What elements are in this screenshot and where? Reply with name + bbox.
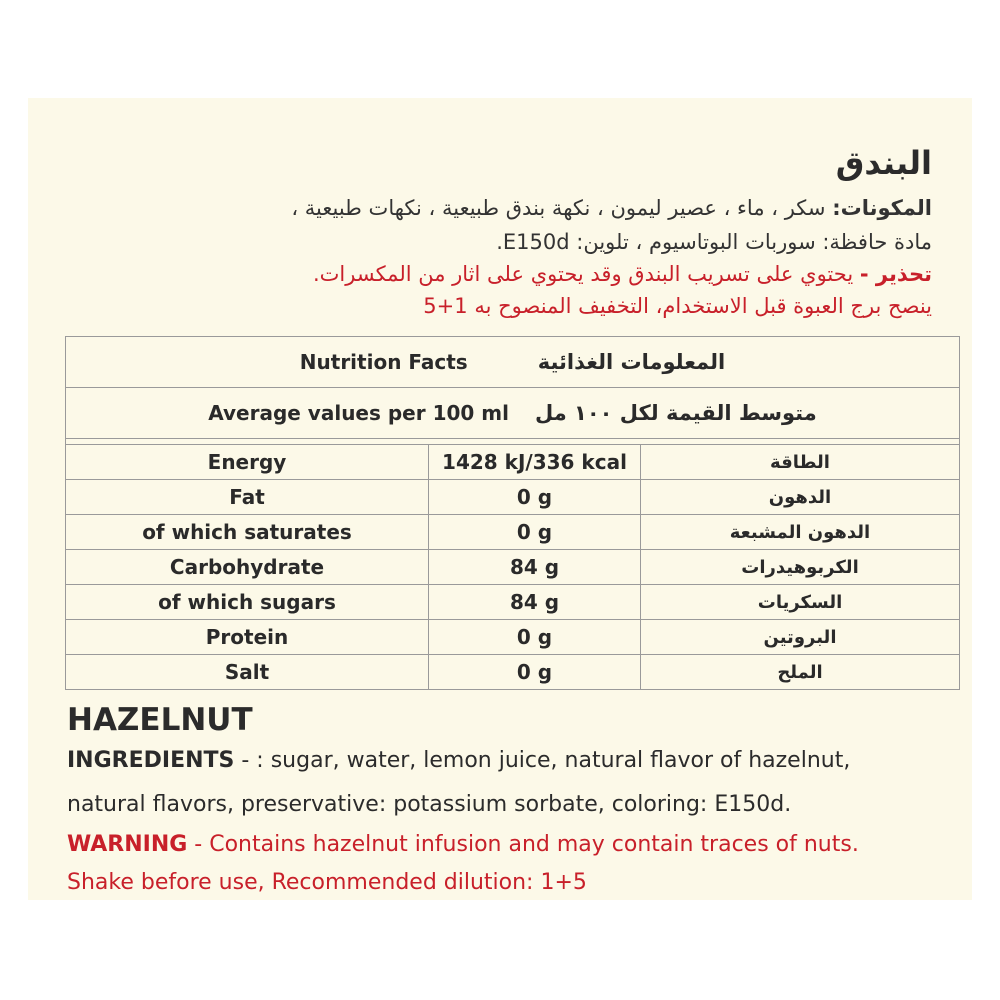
arabic-ingredients-text: سكر ، ماء ، عصير ليمون ، نكهة بندق طبيعية ، نكهات طبيعية ، [291, 196, 826, 220]
nutrient-value: 0 g [429, 515, 641, 550]
table-row [66, 655, 960, 690]
nutrient-name-en: of which saturates [66, 515, 429, 550]
nutrient-value: 0 g [429, 620, 641, 655]
english-ingredients [67, 748, 850, 773]
english-ingredients-separator: - : [234, 748, 271, 773]
nutrient-name-ar: الملح [641, 655, 960, 690]
nutrition-average-en: Average values per 100 ml [208, 401, 509, 425]
nutrition-table [65, 336, 960, 690]
arabic-shake-note: ينصح برج العبوة قبل الاستخدام، التخفيف المنصوح به 1+5 [423, 294, 932, 318]
nutrient-name-ar: الطاقة [641, 445, 960, 480]
arabic-warning-label: تحذير - [859, 262, 932, 286]
nutrient-name-ar: البروتين [641, 620, 960, 655]
nutrient-name-ar: السكريات [641, 585, 960, 620]
nutrient-name-en: of which sugars [66, 585, 429, 620]
arabic-preservative: مادة حافظة: سوربات البوتاسيوم ، تلوين: E150d. [496, 230, 932, 254]
nutrient-name-en: Carbohydrate [66, 550, 429, 585]
nutrition-header-cell [66, 337, 960, 388]
nutrient-name-en: Protein [66, 620, 429, 655]
arabic-warning [313, 262, 932, 286]
table-row [66, 620, 960, 655]
product-label [28, 98, 972, 900]
table-row [66, 585, 960, 620]
english-preservative: natural flavors, preservative: potassium sorbate, coloring: E150d. [67, 792, 792, 817]
nutrient-value: 84 g [429, 585, 641, 620]
arabic-ingredients [291, 196, 932, 220]
nutrient-name-en: Salt [66, 655, 429, 690]
english-warning-text: - Contains hazelnut infusion and may contain traces of nuts. [187, 832, 859, 857]
nutrient-name-ar: الدهون [641, 480, 960, 515]
table-row [66, 480, 960, 515]
nutrition-average-ar: متوسط القيمة لكل ١٠٠ مل [534, 401, 817, 425]
nutrient-value: 1428 kJ/336 kcal [429, 445, 641, 480]
english-warning-label: WARNING [67, 832, 188, 857]
arabic-product-title: البندق [835, 144, 932, 182]
nutrition-header-ar: المعلومات الغذائية [537, 350, 726, 374]
nutrition-average-row [66, 388, 960, 439]
nutrient-value: 84 g [429, 550, 641, 585]
english-product-title: HAZELNUT [67, 702, 253, 738]
nutrition-header-en: Nutrition Facts [299, 350, 468, 374]
english-ingredients-text: sugar, water, lemon juice, natural flavor of hazelnut, [270, 748, 851, 773]
nutrient-name-ar: الدهون المشبعة [641, 515, 960, 550]
table-row [66, 515, 960, 550]
table-row [66, 550, 960, 585]
arabic-warning-text: يحتوي على تسريب البندق وقد يحتوي على اثار من المكسرات. [312, 262, 854, 286]
english-shake-note: Shake before use, Recommended dilution: 1+5 [67, 870, 587, 895]
table-row [66, 445, 960, 480]
nutrient-name-en: Energy [66, 445, 429, 480]
arabic-ingredients-label: المكونات: [832, 196, 932, 220]
english-warning [67, 832, 859, 857]
english-ingredients-label: INGREDIENTS [67, 748, 235, 773]
nutrient-value: 0 g [429, 655, 641, 690]
nutrient-name-en: Fat [66, 480, 429, 515]
nutrient-name-ar: الكربوهيدرات [641, 550, 960, 585]
nutrition-header-row [66, 337, 960, 388]
nutrient-value: 0 g [429, 480, 641, 515]
nutrition-average-cell [66, 388, 960, 439]
